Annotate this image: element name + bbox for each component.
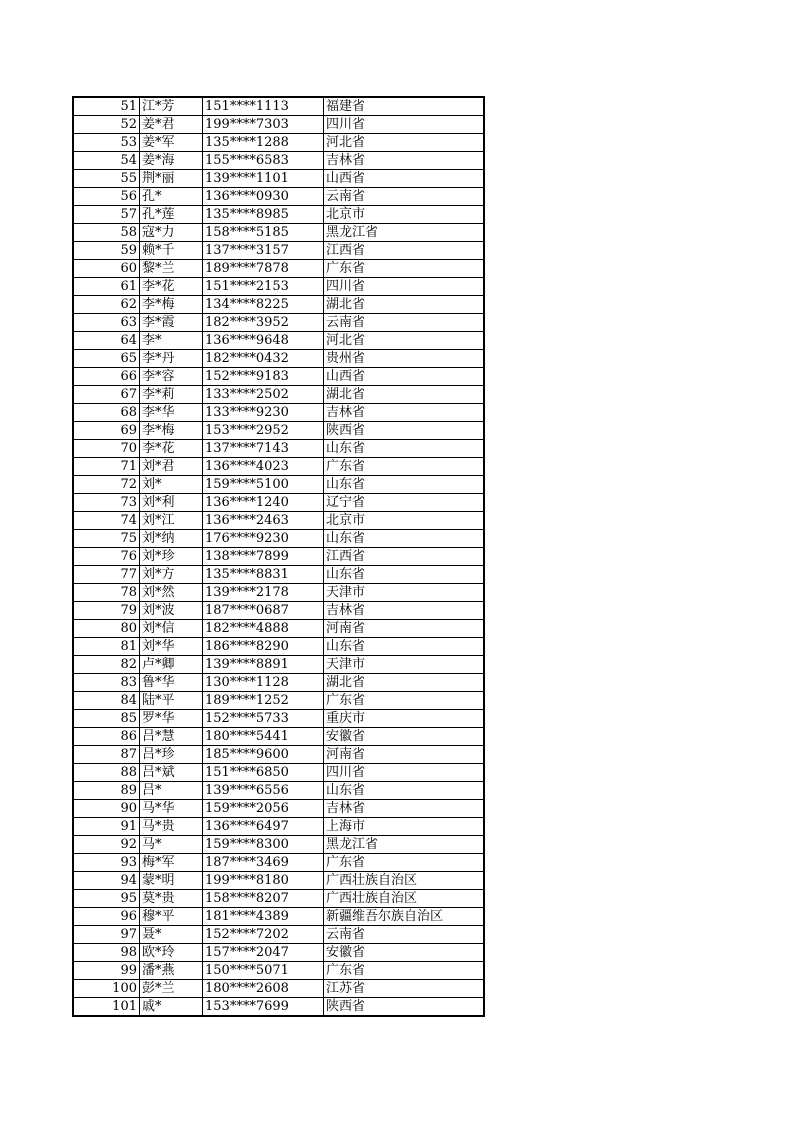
row-number-cell: 76 bbox=[73, 548, 140, 566]
name-cell: 吕*慧 bbox=[140, 728, 203, 746]
name-cell: 刘*然 bbox=[140, 584, 203, 602]
row-number-cell: 70 bbox=[73, 440, 140, 458]
table-row bbox=[73, 224, 484, 242]
row-number-cell: 60 bbox=[73, 260, 140, 278]
row-number-cell: 64 bbox=[73, 332, 140, 350]
row-number-cell: 86 bbox=[73, 728, 140, 746]
name-cell: 欧*玲 bbox=[140, 944, 203, 962]
row-number-cell: 98 bbox=[73, 944, 140, 962]
table-row bbox=[73, 836, 484, 854]
table-row bbox=[73, 206, 484, 224]
province-cell: 广西壮族自治区 bbox=[324, 872, 485, 890]
phone-cell: 159****8300 bbox=[203, 836, 324, 854]
province-cell: 辽宁省 bbox=[324, 494, 485, 512]
phone-cell: 182****0432 bbox=[203, 350, 324, 368]
row-number-cell: 62 bbox=[73, 296, 140, 314]
province-cell: 黑龙江省 bbox=[324, 224, 485, 242]
name-cell: 吕*斌 bbox=[140, 764, 203, 782]
phone-cell: 151****2153 bbox=[203, 278, 324, 296]
name-cell: 刘*君 bbox=[140, 458, 203, 476]
name-cell: 聂* bbox=[140, 926, 203, 944]
province-cell: 江苏省 bbox=[324, 980, 485, 998]
province-cell: 山东省 bbox=[324, 530, 485, 548]
phone-cell: 136****1240 bbox=[203, 494, 324, 512]
table-row bbox=[73, 458, 484, 476]
table-row bbox=[73, 692, 484, 710]
table-row bbox=[73, 260, 484, 278]
name-cell: 刘*华 bbox=[140, 638, 203, 656]
phone-cell: 157****2047 bbox=[203, 944, 324, 962]
province-cell: 吉林省 bbox=[324, 404, 485, 422]
phone-cell: 133****2502 bbox=[203, 386, 324, 404]
table-row bbox=[73, 872, 484, 890]
province-cell: 河南省 bbox=[324, 620, 485, 638]
province-cell: 北京市 bbox=[324, 512, 485, 530]
phone-cell: 130****1128 bbox=[203, 674, 324, 692]
phone-cell: 136****2463 bbox=[203, 512, 324, 530]
table-row bbox=[73, 566, 484, 584]
province-cell: 湖北省 bbox=[324, 296, 485, 314]
province-cell: 江西省 bbox=[324, 548, 485, 566]
row-number-cell: 77 bbox=[73, 566, 140, 584]
phone-cell: 152****9183 bbox=[203, 368, 324, 386]
table-row bbox=[73, 602, 484, 620]
province-cell: 天津市 bbox=[324, 584, 485, 602]
table-row bbox=[73, 314, 484, 332]
phone-cell: 139****6556 bbox=[203, 782, 324, 800]
phone-cell: 139****2178 bbox=[203, 584, 324, 602]
phone-cell: 136****0930 bbox=[203, 188, 324, 206]
row-number-cell: 79 bbox=[73, 602, 140, 620]
table-row bbox=[73, 170, 484, 188]
table-row bbox=[73, 926, 484, 944]
name-cell: 寇*力 bbox=[140, 224, 203, 242]
table-row bbox=[73, 440, 484, 458]
province-cell: 四川省 bbox=[324, 764, 485, 782]
province-cell: 四川省 bbox=[324, 116, 485, 134]
row-number-cell: 74 bbox=[73, 512, 140, 530]
phone-cell: 134****8225 bbox=[203, 296, 324, 314]
province-cell: 云南省 bbox=[324, 926, 485, 944]
phone-cell: 137****7143 bbox=[203, 440, 324, 458]
phone-cell: 153****7699 bbox=[203, 998, 324, 1017]
name-cell: 李*梅 bbox=[140, 296, 203, 314]
name-cell: 穆*平 bbox=[140, 908, 203, 926]
phone-cell: 182****3952 bbox=[203, 314, 324, 332]
name-cell: 孔*莲 bbox=[140, 206, 203, 224]
row-number-cell: 57 bbox=[73, 206, 140, 224]
table-row bbox=[73, 944, 484, 962]
table-row bbox=[73, 782, 484, 800]
province-cell: 广东省 bbox=[324, 692, 485, 710]
phone-cell: 159****5100 bbox=[203, 476, 324, 494]
province-cell: 福建省 bbox=[324, 97, 485, 116]
row-number-cell: 58 bbox=[73, 224, 140, 242]
phone-cell: 158****8207 bbox=[203, 890, 324, 908]
name-cell: 刘*江 bbox=[140, 512, 203, 530]
phone-cell: 158****5185 bbox=[203, 224, 324, 242]
table-row bbox=[73, 854, 484, 872]
row-number-cell: 95 bbox=[73, 890, 140, 908]
phone-cell: 152****7202 bbox=[203, 926, 324, 944]
name-cell: 刘* bbox=[140, 476, 203, 494]
row-number-cell: 93 bbox=[73, 854, 140, 872]
province-cell: 广西壮族自治区 bbox=[324, 890, 485, 908]
table-row bbox=[73, 422, 484, 440]
name-cell: 江*芳 bbox=[140, 97, 203, 116]
province-cell: 广东省 bbox=[324, 260, 485, 278]
table-row bbox=[73, 296, 484, 314]
name-cell: 马* bbox=[140, 836, 203, 854]
row-number-cell: 55 bbox=[73, 170, 140, 188]
row-number-cell: 72 bbox=[73, 476, 140, 494]
table-row bbox=[73, 620, 484, 638]
province-cell: 黑龙江省 bbox=[324, 836, 485, 854]
name-cell: 李*容 bbox=[140, 368, 203, 386]
phone-cell: 180****2608 bbox=[203, 980, 324, 998]
row-number-cell: 69 bbox=[73, 422, 140, 440]
table-row bbox=[73, 386, 484, 404]
phone-cell: 181****4389 bbox=[203, 908, 324, 926]
province-cell: 河北省 bbox=[324, 134, 485, 152]
phone-cell: 155****6583 bbox=[203, 152, 324, 170]
row-number-cell: 101 bbox=[73, 998, 140, 1017]
row-number-cell: 67 bbox=[73, 386, 140, 404]
table-row bbox=[73, 116, 484, 134]
phone-cell: 159****2056 bbox=[203, 800, 324, 818]
name-cell: 姜*海 bbox=[140, 152, 203, 170]
province-cell: 河南省 bbox=[324, 746, 485, 764]
name-cell: 姜*军 bbox=[140, 134, 203, 152]
table-row bbox=[73, 656, 484, 674]
phone-cell: 199****8180 bbox=[203, 872, 324, 890]
phone-cell: 150****5071 bbox=[203, 962, 324, 980]
province-cell: 安徽省 bbox=[324, 944, 485, 962]
data-table bbox=[72, 96, 485, 1017]
name-cell: 李*霞 bbox=[140, 314, 203, 332]
table-row bbox=[73, 800, 484, 818]
table-row bbox=[73, 764, 484, 782]
table-row bbox=[73, 188, 484, 206]
row-number-cell: 65 bbox=[73, 350, 140, 368]
name-cell: 刘*波 bbox=[140, 602, 203, 620]
province-cell: 湖北省 bbox=[324, 674, 485, 692]
phone-cell: 187****0687 bbox=[203, 602, 324, 620]
row-number-cell: 52 bbox=[73, 116, 140, 134]
row-number-cell: 68 bbox=[73, 404, 140, 422]
phone-cell: 153****2952 bbox=[203, 422, 324, 440]
phone-cell: 137****3157 bbox=[203, 242, 324, 260]
phone-cell: 180****5441 bbox=[203, 728, 324, 746]
name-cell: 卢*卿 bbox=[140, 656, 203, 674]
table-row bbox=[73, 404, 484, 422]
province-cell: 新疆维吾尔族自治区 bbox=[324, 908, 485, 926]
name-cell: 孔* bbox=[140, 188, 203, 206]
table-row bbox=[73, 728, 484, 746]
table-row bbox=[73, 278, 484, 296]
table-row bbox=[73, 242, 484, 260]
province-cell: 广东省 bbox=[324, 854, 485, 872]
name-cell: 李*华 bbox=[140, 404, 203, 422]
name-cell: 刘*利 bbox=[140, 494, 203, 512]
row-number-cell: 63 bbox=[73, 314, 140, 332]
name-cell: 梅*军 bbox=[140, 854, 203, 872]
table-row bbox=[73, 530, 484, 548]
row-number-cell: 71 bbox=[73, 458, 140, 476]
name-cell: 彭*兰 bbox=[140, 980, 203, 998]
province-cell: 吉林省 bbox=[324, 800, 485, 818]
table-row bbox=[73, 350, 484, 368]
row-number-cell: 54 bbox=[73, 152, 140, 170]
name-cell: 马*贵 bbox=[140, 818, 203, 836]
name-cell: 李*梅 bbox=[140, 422, 203, 440]
phone-cell: 189****7878 bbox=[203, 260, 324, 278]
row-number-cell: 59 bbox=[73, 242, 140, 260]
row-number-cell: 82 bbox=[73, 656, 140, 674]
name-cell: 赖*千 bbox=[140, 242, 203, 260]
name-cell: 李*花 bbox=[140, 278, 203, 296]
name-cell: 李*丹 bbox=[140, 350, 203, 368]
row-number-cell: 84 bbox=[73, 692, 140, 710]
table-row bbox=[73, 584, 484, 602]
province-cell: 山西省 bbox=[324, 368, 485, 386]
phone-cell: 185****9600 bbox=[203, 746, 324, 764]
table-row bbox=[73, 152, 484, 170]
row-number-cell: 80 bbox=[73, 620, 140, 638]
row-number-cell: 81 bbox=[73, 638, 140, 656]
province-cell: 广东省 bbox=[324, 458, 485, 476]
row-number-cell: 53 bbox=[73, 134, 140, 152]
table-row bbox=[73, 890, 484, 908]
phone-cell: 136****9648 bbox=[203, 332, 324, 350]
name-cell: 李*莉 bbox=[140, 386, 203, 404]
name-cell: 刘*纳 bbox=[140, 530, 203, 548]
row-number-cell: 97 bbox=[73, 926, 140, 944]
table-row bbox=[73, 998, 484, 1017]
phone-cell: 182****4888 bbox=[203, 620, 324, 638]
row-number-cell: 88 bbox=[73, 764, 140, 782]
province-cell: 四川省 bbox=[324, 278, 485, 296]
row-number-cell: 96 bbox=[73, 908, 140, 926]
row-number-cell: 90 bbox=[73, 800, 140, 818]
row-number-cell: 78 bbox=[73, 584, 140, 602]
row-number-cell: 85 bbox=[73, 710, 140, 728]
table-row bbox=[73, 368, 484, 386]
row-number-cell: 83 bbox=[73, 674, 140, 692]
name-cell: 陆*平 bbox=[140, 692, 203, 710]
province-cell: 河北省 bbox=[324, 332, 485, 350]
province-cell: 云南省 bbox=[324, 314, 485, 332]
province-cell: 广东省 bbox=[324, 962, 485, 980]
table-row bbox=[73, 97, 484, 116]
phone-cell: 187****3469 bbox=[203, 854, 324, 872]
name-cell: 戚* bbox=[140, 998, 203, 1017]
phone-cell: 135****8985 bbox=[203, 206, 324, 224]
name-cell: 蒙*明 bbox=[140, 872, 203, 890]
name-cell: 李*花 bbox=[140, 440, 203, 458]
province-cell: 贵州省 bbox=[324, 350, 485, 368]
table-row bbox=[73, 548, 484, 566]
phone-cell: 199****7303 bbox=[203, 116, 324, 134]
table-row bbox=[73, 980, 484, 998]
province-cell: 陕西省 bbox=[324, 422, 485, 440]
row-number-cell: 94 bbox=[73, 872, 140, 890]
province-cell: 北京市 bbox=[324, 206, 485, 224]
name-cell: 李* bbox=[140, 332, 203, 350]
phone-cell: 135****1288 bbox=[203, 134, 324, 152]
table-row bbox=[73, 134, 484, 152]
name-cell: 荆*丽 bbox=[140, 170, 203, 188]
province-cell: 陕西省 bbox=[324, 998, 485, 1017]
row-number-cell: 73 bbox=[73, 494, 140, 512]
table-row bbox=[73, 818, 484, 836]
province-cell: 上海市 bbox=[324, 818, 485, 836]
row-number-cell: 61 bbox=[73, 278, 140, 296]
row-number-cell: 89 bbox=[73, 782, 140, 800]
province-cell: 天津市 bbox=[324, 656, 485, 674]
name-cell: 莫*贵 bbox=[140, 890, 203, 908]
row-number-cell: 99 bbox=[73, 962, 140, 980]
province-cell: 湖北省 bbox=[324, 386, 485, 404]
province-cell: 山西省 bbox=[324, 170, 485, 188]
name-cell: 姜*君 bbox=[140, 116, 203, 134]
phone-cell: 135****8831 bbox=[203, 566, 324, 584]
table-row bbox=[73, 710, 484, 728]
phone-cell: 151****1113 bbox=[203, 97, 324, 116]
row-number-cell: 100 bbox=[73, 980, 140, 998]
table-row bbox=[73, 476, 484, 494]
name-cell: 罗*华 bbox=[140, 710, 203, 728]
row-number-cell: 56 bbox=[73, 188, 140, 206]
phone-cell: 176****9230 bbox=[203, 530, 324, 548]
province-cell: 江西省 bbox=[324, 242, 485, 260]
phone-cell: 151****6850 bbox=[203, 764, 324, 782]
table-row bbox=[73, 332, 484, 350]
phone-cell: 139****1101 bbox=[203, 170, 324, 188]
phone-cell: 138****7899 bbox=[203, 548, 324, 566]
name-cell: 鲁*华 bbox=[140, 674, 203, 692]
name-cell: 刘*方 bbox=[140, 566, 203, 584]
province-cell: 山东省 bbox=[324, 440, 485, 458]
phone-cell: 189****1252 bbox=[203, 692, 324, 710]
row-number-cell: 87 bbox=[73, 746, 140, 764]
row-number-cell: 75 bbox=[73, 530, 140, 548]
name-cell: 刘*珍 bbox=[140, 548, 203, 566]
table-row bbox=[73, 512, 484, 530]
name-cell: 吕*珍 bbox=[140, 746, 203, 764]
name-cell: 潘*燕 bbox=[140, 962, 203, 980]
name-cell: 马*华 bbox=[140, 800, 203, 818]
row-number-cell: 92 bbox=[73, 836, 140, 854]
table-row bbox=[73, 962, 484, 980]
table-row bbox=[73, 746, 484, 764]
row-number-cell: 91 bbox=[73, 818, 140, 836]
phone-cell: 139****8891 bbox=[203, 656, 324, 674]
phone-cell: 136****6497 bbox=[203, 818, 324, 836]
table-row bbox=[73, 494, 484, 512]
table-row bbox=[73, 674, 484, 692]
phone-cell: 186****8290 bbox=[203, 638, 324, 656]
province-cell: 吉林省 bbox=[324, 602, 485, 620]
table-body bbox=[73, 97, 484, 1016]
phone-cell: 136****4023 bbox=[203, 458, 324, 476]
province-cell: 山东省 bbox=[324, 566, 485, 584]
table-row bbox=[73, 908, 484, 926]
province-cell: 山东省 bbox=[324, 476, 485, 494]
row-number-cell: 66 bbox=[73, 368, 140, 386]
province-cell: 山东省 bbox=[324, 782, 485, 800]
province-cell: 吉林省 bbox=[324, 152, 485, 170]
province-cell: 安徽省 bbox=[324, 728, 485, 746]
name-cell: 吕* bbox=[140, 782, 203, 800]
province-cell: 重庆市 bbox=[324, 710, 485, 728]
province-cell: 云南省 bbox=[324, 188, 485, 206]
name-cell: 黎*兰 bbox=[140, 260, 203, 278]
name-cell: 刘*信 bbox=[140, 620, 203, 638]
table-row bbox=[73, 638, 484, 656]
province-cell: 山东省 bbox=[324, 638, 485, 656]
row-number-cell: 51 bbox=[73, 97, 140, 116]
phone-cell: 152****5733 bbox=[203, 710, 324, 728]
phone-cell: 133****9230 bbox=[203, 404, 324, 422]
